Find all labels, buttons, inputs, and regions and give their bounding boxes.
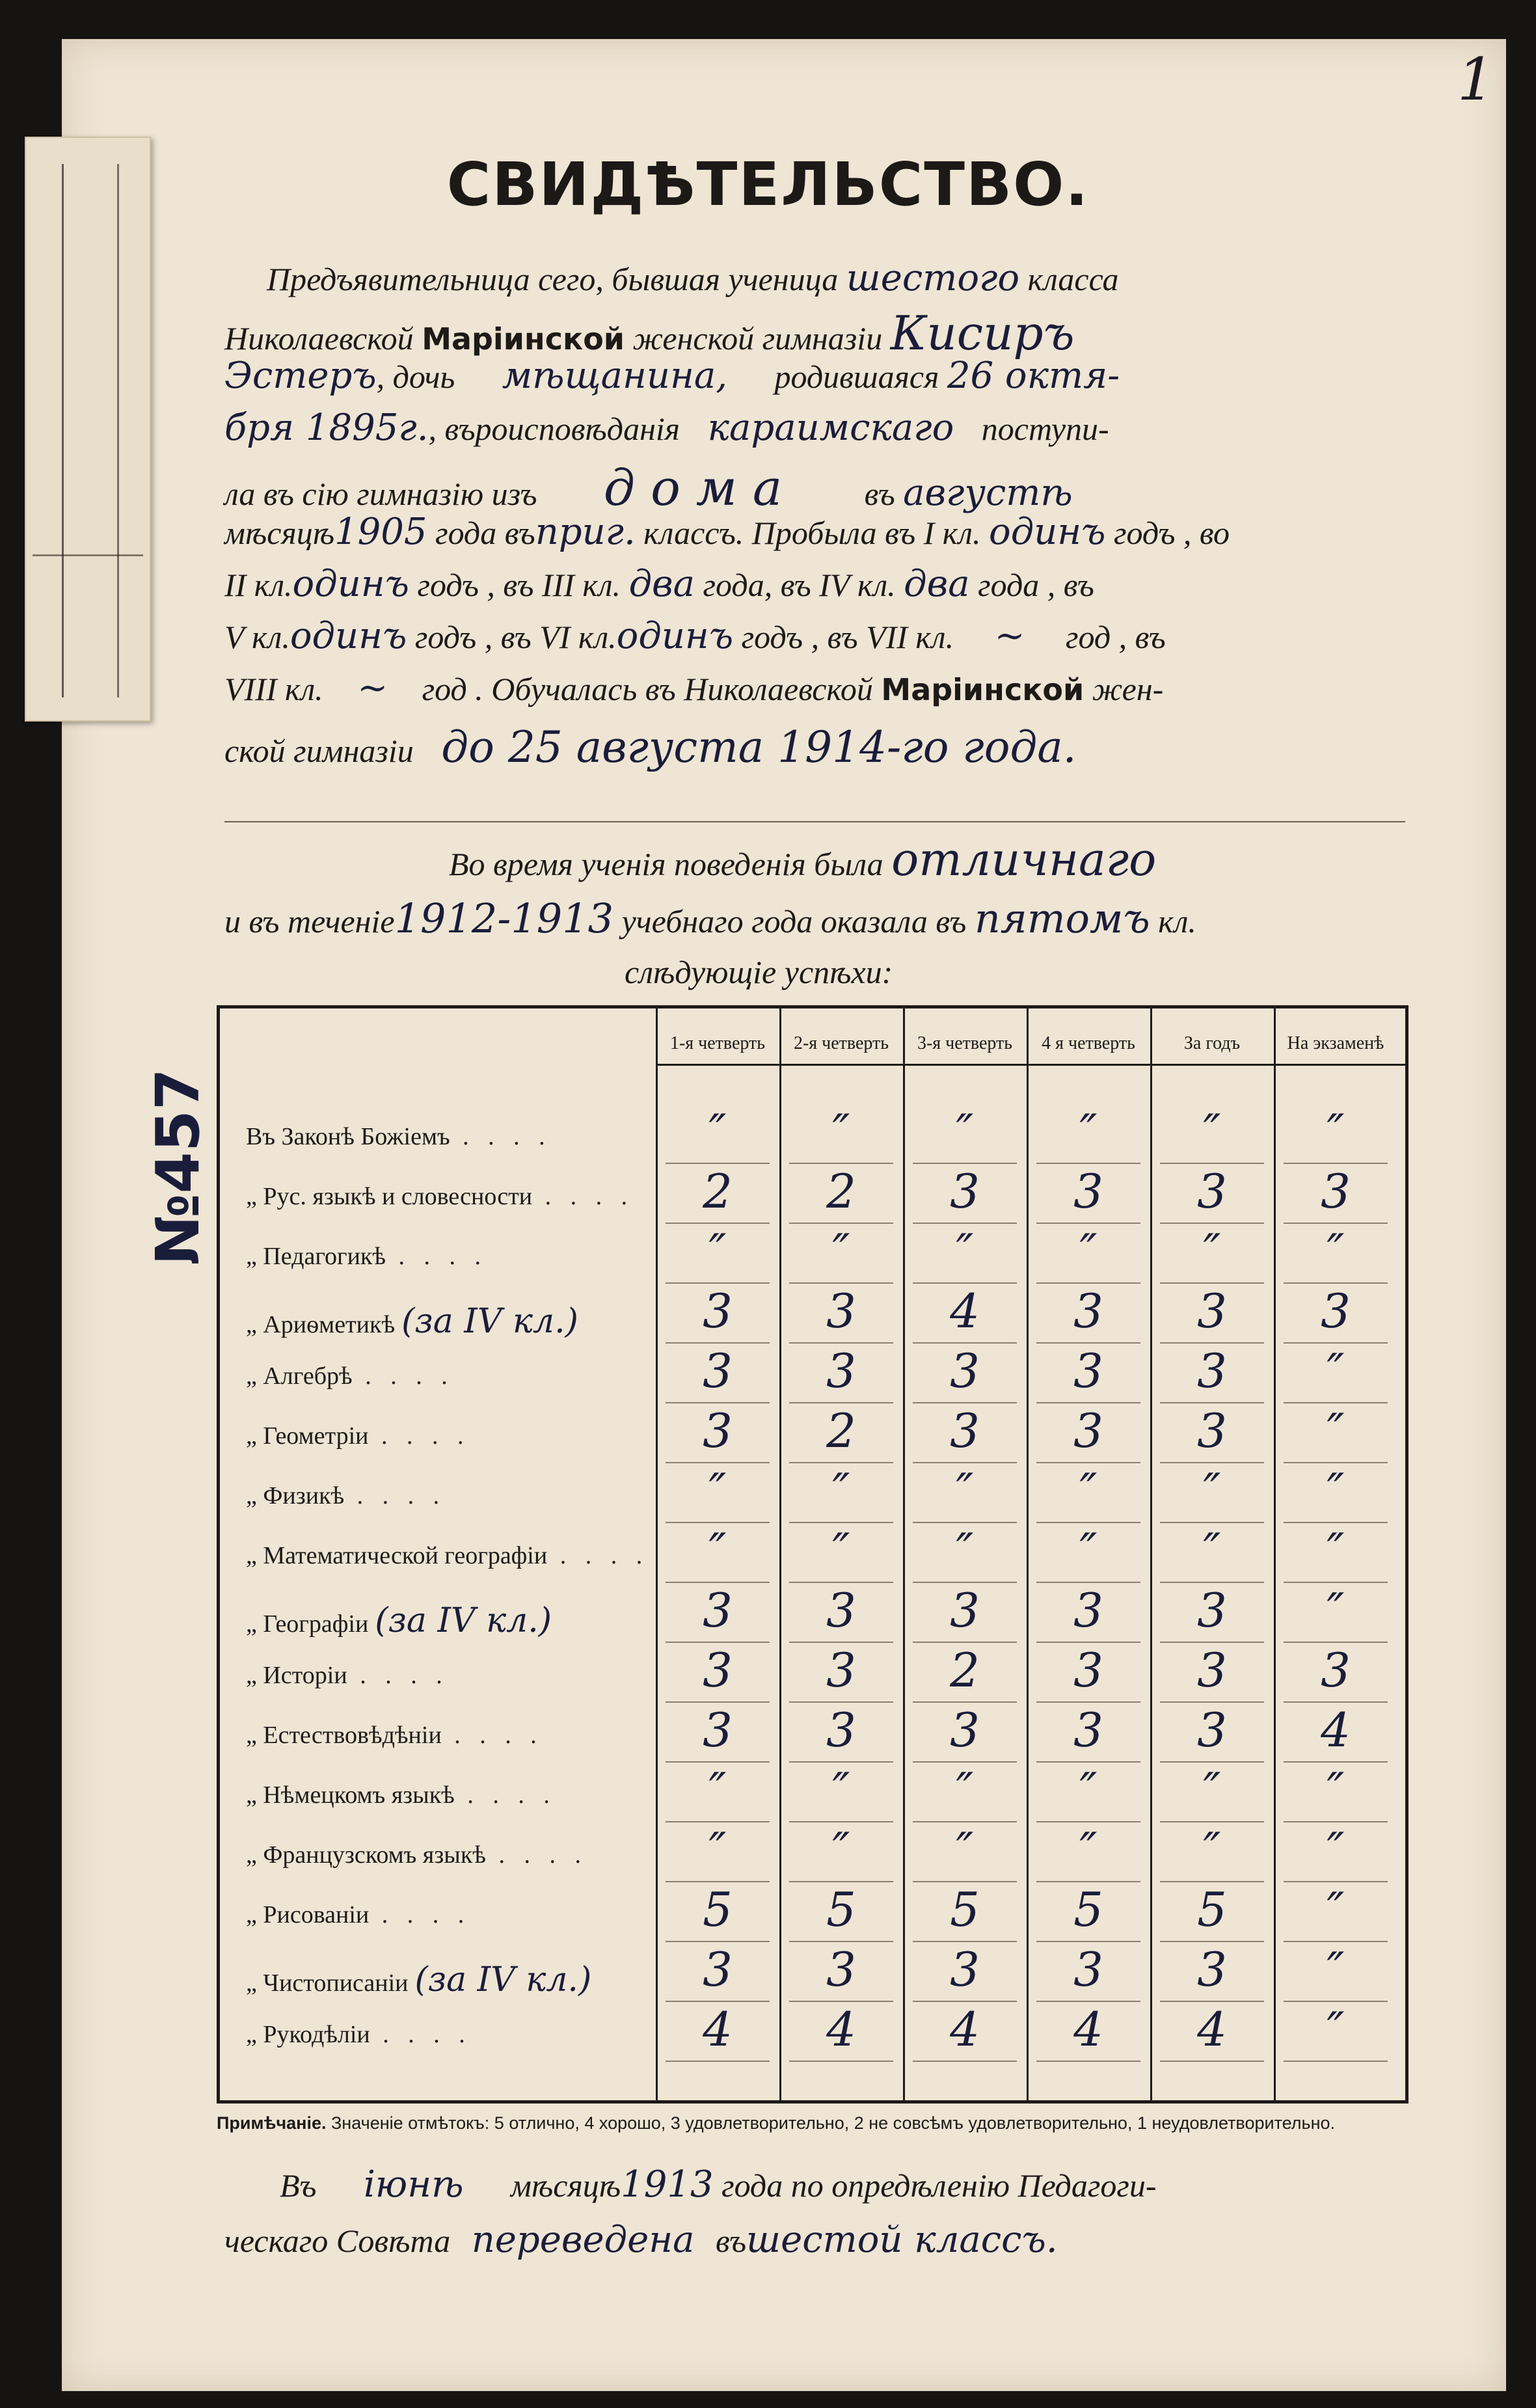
subject-label: „ Рисованіи [246, 1901, 370, 1928]
leader-dots: . . . . [441, 1722, 543, 1749]
handwritten-field: 1913 [621, 2163, 714, 2206]
table-header-divider [656, 1064, 1405, 1066]
grade-cell: ″ [956, 1763, 974, 1817]
grade-cell: ″ [708, 1523, 727, 1578]
conduct-line-1: Во время ученія поведенія была отличнаго [449, 833, 1157, 886]
conduct-line-2: и въ теченіе1912-1913 учебнаго года оказала въ пятомъ кл. [224, 895, 1196, 942]
grade-cell: 3 [1197, 1164, 1227, 1219]
handwritten-field: 1905 [334, 511, 427, 553]
leader-dots: . . . . [347, 1662, 449, 1689]
grade-cell: ″ [832, 1763, 850, 1817]
grade-cell: 3 [826, 1284, 856, 1338]
grading-note: Примѣчаніе. Значеніе отмѣтокъ: 5 отлично, 4 хорошо, 3 удовлетворительно, 2 не совсѣмъ удовлетворительно, 1 неудовлетворительно. [217, 2113, 1336, 2133]
grade-cell: 4 [1073, 2002, 1103, 2057]
table-row-subject [246, 1721, 543, 1750]
grade-cell: 3 [1073, 1403, 1103, 1458]
grade-cell: ″ [708, 1763, 727, 1817]
grade-cell: ″ [708, 1822, 727, 1877]
table-row-subject [246, 1901, 470, 1929]
grade-cell: 3 [703, 1703, 733, 1757]
grade-cell: 2 [703, 1164, 733, 1219]
grade-cell: ″ [832, 1463, 850, 1518]
grade-cell: 3 [1321, 1284, 1351, 1338]
subject-label: „ Физикѣ [246, 1482, 345, 1509]
subject-label: „ Естествовѣдѣніи [246, 1722, 442, 1749]
intro-line-10: ской гимназіи до 25 августа 1914-го года. [224, 722, 1077, 772]
grade-cell: 3 [1073, 1643, 1103, 1698]
handwritten-field: ~ [994, 615, 1025, 657]
leader-dots: . . . . [454, 1781, 556, 1809]
table-row-subject [246, 1182, 634, 1211]
grade-cell: ″ [956, 1104, 974, 1159]
registry-number-stamp: №457 [143, 1068, 213, 1265]
strip-rule [62, 164, 64, 697]
handwritten-field: одинъ [616, 615, 734, 657]
handwritten-field: одинъ [292, 563, 409, 605]
grade-cell: 3 [703, 1942, 733, 1997]
table-row-subject [246, 1841, 587, 1869]
grade-cell: ″ [1327, 1463, 1345, 1518]
grade-cell: 3 [1197, 1643, 1227, 1698]
grade-cell: ″ [1203, 1523, 1221, 1578]
grade-cell: 3 [1197, 1703, 1227, 1757]
grade-cell: ″ [1203, 1104, 1221, 1159]
subject-label: „ Ариѳметикѣ [246, 1311, 396, 1338]
grade-underline [1160, 2061, 1264, 2062]
grade-cell: ″ [1079, 1463, 1098, 1518]
grade-cell: 4 [950, 1284, 980, 1338]
grade-underline [789, 2061, 893, 2062]
subject-label: „ Геометріи [246, 1422, 369, 1450]
table-row-subject [246, 1661, 449, 1690]
handwritten-field: Эстеръ [224, 355, 377, 397]
grade-cell: ″ [708, 1104, 727, 1159]
leader-dots: . . . . [352, 1362, 454, 1390]
intro-line-1: Предъявительница сего, бывшая ученица шестого класса [267, 257, 1119, 299]
grade-cell: ″ [1327, 1344, 1345, 1398]
grade-cell: 3 [703, 1403, 733, 1458]
grade-cell: ″ [832, 1822, 850, 1877]
grade-underline [1036, 2061, 1140, 2062]
table-row-subject [246, 1242, 487, 1271]
subject-label: „ Французскомъ языкѣ [246, 1841, 486, 1869]
grade-cell: 3 [950, 1703, 980, 1757]
grade-cell: ″ [1327, 1403, 1345, 1458]
subject-label: „ Географіи [246, 1610, 369, 1638]
grade-cell: ″ [1079, 1104, 1098, 1159]
footer-line-2: ческаго Совѣта переведена въшестой классъ. [224, 2219, 1058, 2261]
grade-cell: 3 [703, 1284, 733, 1338]
handwritten-field: дома [603, 459, 798, 517]
grade-cell: 3 [1073, 1164, 1103, 1219]
handwritten-field: отличнаго [891, 833, 1157, 886]
handwritten-field: ~ [357, 667, 388, 709]
handwritten-field: Кисиръ [890, 306, 1075, 360]
table-row-subject [246, 1122, 552, 1151]
handwritten-field: мѣщанина, [502, 355, 728, 397]
subject-label: „ Рукодѣліи [246, 2021, 370, 2048]
grade-cell: 5 [1197, 1882, 1227, 1937]
intro-line-2: Николаевской Маріинской женской гимназіи Кисиръ [224, 306, 1075, 360]
grade-cell: 3 [950, 1403, 980, 1458]
handwritten-field: караимскаго [707, 407, 954, 449]
conduct-line-3: слѣдующіе успѣхи: [625, 954, 893, 990]
grade-cell: 3 [826, 1583, 856, 1638]
table-column-header: За годъ [1183, 1033, 1241, 1053]
grade-cell: ″ [1079, 1523, 1098, 1578]
grade-cell: 3 [1073, 1344, 1103, 1398]
handwritten-field: августѣ [903, 472, 1073, 514]
grade-cell: ″ [1203, 1224, 1221, 1278]
leader-dots: . . . . [386, 1243, 488, 1270]
footer-line-1: Въ іюнѣ мѣсяцѣ1913 года по опредѣленію Педагоги- [280, 2163, 1157, 2206]
subject-label: Въ Законѣ Божіемъ [246, 1123, 450, 1150]
grade-cell: ″ [1079, 1822, 1098, 1877]
grade-cell: 3 [826, 1344, 856, 1398]
table-column-header: На экзаменѣ [1287, 1033, 1384, 1053]
grade-cell: 3 [1073, 1583, 1103, 1638]
separator-line [224, 821, 1405, 822]
subject-label: „ Педагогикѣ [246, 1243, 386, 1270]
grade-cell: ″ [708, 1463, 727, 1518]
document-title: СВИДѢТЕЛЬСТВО. [446, 150, 1090, 219]
table-column-header: 4 я четверть [1042, 1033, 1135, 1053]
table-row-subject [246, 1781, 556, 1809]
handwritten-field: (за IV кл.) [414, 1960, 592, 1999]
grade-cell: ″ [1327, 1882, 1345, 1937]
leader-dots: . . . . [369, 1901, 471, 1928]
strip-rule [33, 554, 143, 556]
table-row-subject [246, 1541, 649, 1570]
grade-cell: 5 [703, 1882, 733, 1937]
subject-label: „ Рус. языкѣ и словесности [246, 1183, 533, 1210]
subject-label: „ Математической географіи [246, 1542, 548, 1569]
grade-cell: ″ [1203, 1763, 1221, 1817]
grade-cell: ″ [832, 1523, 850, 1578]
grade-cell: 3 [1197, 1344, 1227, 1398]
grade-cell: 5 [826, 1882, 856, 1937]
intro-line-7: II кл.одинъ годъ , въ III кл. два года, въ IV кл. два года , въ [224, 563, 1094, 605]
grade-cell: ″ [1203, 1463, 1221, 1518]
handwritten-field: (за IV кл.) [375, 1601, 552, 1640]
grade-cell: ″ [1327, 1942, 1345, 1997]
handwritten-field: 1912-1913 [394, 895, 614, 942]
grade-cell: 3 [826, 1942, 856, 1997]
intro-line-8: V кл.одинъ годъ , въ VI кл.одинъ годъ , въ VII кл. ~ год , въ [224, 615, 1166, 657]
grade-cell: 4 [1321, 1703, 1351, 1757]
intro-line-6: мѣсяцѣ1905 года въприг. классъ. Пробыла въ I кл. одинъ годъ , во [224, 511, 1230, 553]
grade-underline [666, 2061, 770, 2062]
grade-cell: ″ [1327, 1523, 1345, 1578]
grade-cell: ″ [1327, 1822, 1345, 1877]
grade-cell: 3 [703, 1643, 733, 1698]
grade-cell: ″ [956, 1463, 974, 1518]
handwritten-field: до 25 августа 1914-го года. [441, 722, 1077, 772]
table-row-subject [246, 1422, 470, 1450]
grade-cell: ″ [832, 1104, 850, 1159]
grade-cell: 3 [950, 1344, 980, 1398]
grade-cell: 4 [703, 2002, 733, 2057]
leader-dots: . . . . [450, 1123, 552, 1150]
intro-line-3: Эстеръ, дочь мѣщанина, родившаяся 26 октя- [224, 355, 1120, 397]
grade-cell: 5 [1073, 1882, 1103, 1937]
handwritten-field: іюнѣ [364, 2163, 464, 2206]
grade-cell: ″ [832, 1224, 850, 1278]
table-column-header: 2-я четверть [793, 1033, 889, 1053]
page-number: 1 [1457, 46, 1495, 114]
table-row-subject [246, 1302, 578, 1341]
grade-cell: 3 [950, 1164, 980, 1219]
leader-dots: . . . . [485, 1841, 587, 1869]
table-column-header: 3-я четверть [917, 1033, 1013, 1053]
handwritten-field: (за IV кл.) [401, 1302, 578, 1341]
grade-cell: 3 [950, 1583, 980, 1638]
grade-cell: 3 [1197, 1403, 1227, 1458]
grade-cell: 3 [826, 1703, 856, 1757]
grade-cell: ″ [1079, 1224, 1098, 1278]
table-row-subject [246, 2020, 472, 2049]
handwritten-field: бря 1895г. [224, 407, 429, 449]
handwritten-field: два [628, 563, 695, 605]
table-column-header: 1-я четверть [669, 1033, 766, 1053]
grade-cell: 2 [826, 1403, 856, 1458]
grade-cell: ″ [1327, 1224, 1345, 1278]
grade-cell: 4 [950, 2002, 980, 2057]
grade-cell: 3 [703, 1344, 733, 1398]
grade-cell: 3 [826, 1643, 856, 1698]
grade-underline [1284, 2061, 1388, 2062]
handwritten-field: одинъ [989, 511, 1106, 553]
grade-cell: ″ [956, 1523, 974, 1578]
intro-line-9: VIII кл. ~ год . Обучалась въ Николаевской Маріинской жен- [224, 667, 1164, 709]
subject-label: „ Алгебрѣ [246, 1362, 353, 1390]
grade-cell: 3 [1073, 1284, 1103, 1338]
handwritten-field: одинъ [290, 615, 407, 657]
grade-cell: ″ [1327, 2002, 1345, 2057]
grade-cell: ″ [1079, 1763, 1098, 1817]
grade-cell: 2 [826, 1164, 856, 1219]
grade-cell: 3 [1073, 1703, 1103, 1757]
grade-cell: 3 [1197, 1583, 1227, 1638]
grade-cell: ″ [956, 1224, 974, 1278]
grade-cell: 3 [1197, 1942, 1227, 1997]
grade-cell: 3 [1321, 1164, 1351, 1219]
grade-cell: 3 [1197, 1284, 1227, 1338]
leader-dots: . . . . [532, 1183, 634, 1210]
grades-table [217, 1005, 1408, 2104]
table-row-subject [246, 1601, 552, 1640]
grade-cell: ″ [1203, 1822, 1221, 1877]
grade-cell: 4 [826, 2002, 856, 2057]
leader-dots: . . . . [547, 1542, 649, 1569]
handwritten-field: шестой классъ. [746, 2219, 1058, 2261]
table-row-subject [246, 1960, 591, 1999]
subject-label: „ Чистописаніи [246, 1969, 409, 1997]
grade-cell: 4 [1197, 2002, 1227, 2057]
subject-label: „ Исторіи [246, 1662, 347, 1689]
handwritten-field: приг. [535, 511, 636, 553]
leader-dots: . . . . [368, 1422, 470, 1450]
grade-cell: 3 [703, 1583, 733, 1638]
leader-dots: . . . . [370, 2021, 472, 2048]
grade-cell: ″ [1327, 1583, 1345, 1638]
handwritten-field: два [904, 563, 970, 605]
handwritten-field: 26 октя- [947, 355, 1120, 397]
grade-cell: ″ [708, 1224, 727, 1278]
table-row-subject [246, 1362, 454, 1390]
handwritten-field: пятомъ [974, 895, 1150, 942]
grade-underline [913, 2061, 1017, 2062]
grade-cell: 2 [950, 1643, 980, 1698]
subject-label: „ Нѣмецкомъ языкѣ [246, 1781, 455, 1809]
table-row-subject [246, 1481, 446, 1510]
intro-line-4: бря 1895г., въроисповѣданія караимскаго поступи- [224, 407, 1109, 449]
attached-paper-strip [25, 137, 151, 722]
grade-cell: 3 [950, 1942, 980, 1997]
leader-dots: . . . . [344, 1482, 446, 1509]
grade-cell: 5 [950, 1882, 980, 1937]
handwritten-field: шестого [846, 257, 1020, 299]
strip-rule [117, 164, 119, 697]
grade-cell: ″ [1327, 1763, 1345, 1817]
grade-cell: 3 [1321, 1643, 1351, 1698]
handwritten-field: переведена [471, 2219, 695, 2261]
intro-line-5: ла въ сію гимназію изъ дома въ августѣ [224, 459, 1073, 517]
grade-cell: ″ [1327, 1104, 1345, 1159]
grade-cell: ″ [956, 1822, 974, 1877]
grade-cell: 3 [1073, 1942, 1103, 1997]
